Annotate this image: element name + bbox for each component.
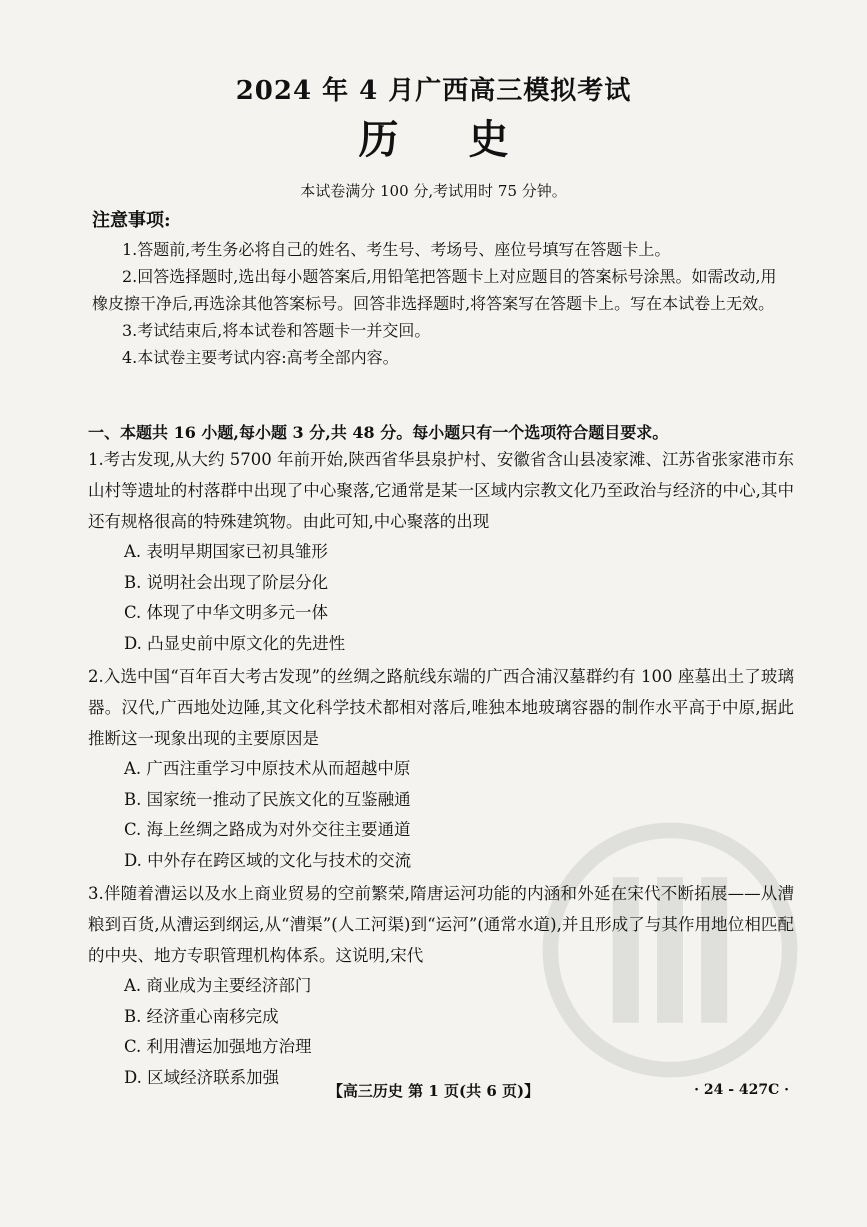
option-b: B. 经济重心南移完成 [124,1006,279,1026]
question-list [88,444,794,1095]
notice-item: 4.本试卷主要考试内容:高考全部内容。 [122,348,399,367]
question-3 [88,878,794,1093]
option-b: B. 国家统一推动了民族文化的互鉴融通 [124,789,411,809]
notice-heading: 注意事项: [92,210,171,231]
option-a: A. 表明早期国家已初具雏形 [124,542,328,561]
question-stem: 1.考古发现,从大约 5700 年前开始,陕西省华县泉护村、安徽省含山县凌家滩、江苏省张家港市东山村等遗址的村落群中出现了中心聚落,它通常是某一区域内宗教文化乃至政治与经济的中心,其中还有规格很高的特殊建筑物。由此可知,中心聚落的出现 [88,450,794,531]
option-c: C. 海上丝绸之路成为对外交往主要通道 [124,820,411,839]
option-d: D. 中外存在跨区域的文化与技术的交流 [124,850,412,870]
question-1 [88,444,794,659]
question-2 [88,661,794,876]
option-a: A. 商业成为主要经济部门 [124,976,312,995]
section-heading: 一、本题共 16 小题,每小题 3 分,共 48 分。每小题只有一个选项符合题目要求。 [88,423,669,442]
option-c: C. 体现了中华文明多元一体 [124,603,329,622]
notice-list [92,236,792,371]
question-stem: 3.伴随着漕运以及水上商业贸易的空前繁荣,隋唐运河功能的内涵和外延在宋代不断拓展——从漕粮到百货,从漕运到纲运,从“漕渠”(人工河渠)到“运河”(通常水道),并且形成了与其作用地位相匹配的中央、地方专职管理机构体系。这说明,宋代 [88,884,794,965]
page-footer: 【高三历史 第 1 页(共 6 页)】 [327,1082,540,1100]
option-d: D. 凸显史前中原文化的先进性 [124,633,346,653]
notice-item: 2.回答选择题时,选出每小题答案后,用铅笔把答题卡上对应题目的答案标号涂黑。如需改动,用橡皮擦干净后,再选涂其他答案标号。回答非选择题时,将答案写在答题卡上。写在本试卷上无效。 [92,267,777,313]
option-b: B. 说明社会出现了阶层分化 [124,572,329,592]
question-stem: 2.入选中国“百年百大考古发现”的丝绸之路航线东端的广西合浦汉墓群约有 100 座墓出土了玻璃器。汉代,广西地处边陲,其文化科学技术都相对落后,唯独本地玻璃容器的制作水平高于中原,据此推断这一现象出现的主要原因是 [88,667,794,748]
option-d: D. 区域经济联系加强 [124,1067,280,1087]
option-a: A. 广西注重学习中原技术从而超越中原 [124,759,411,778]
exam-title: 2024 年 4 月广西高三模拟考试 [235,76,632,106]
notice-item: 1.答题前,考生务必将自己的姓名、考生号、考场号、座位号填写在答题卡上。 [122,240,671,259]
exam-meta: 本试卷满分 100 分,考试用时 75 分钟。 [300,182,567,200]
paper-code: · 24 - 427C · [694,1082,789,1098]
exam-subject: 历史 [358,116,579,163]
option-c: C. 利用漕运加强地方治理 [124,1037,312,1056]
notice-item: 3.考试结束后,将本试卷和答题卡一并交回。 [122,321,431,340]
